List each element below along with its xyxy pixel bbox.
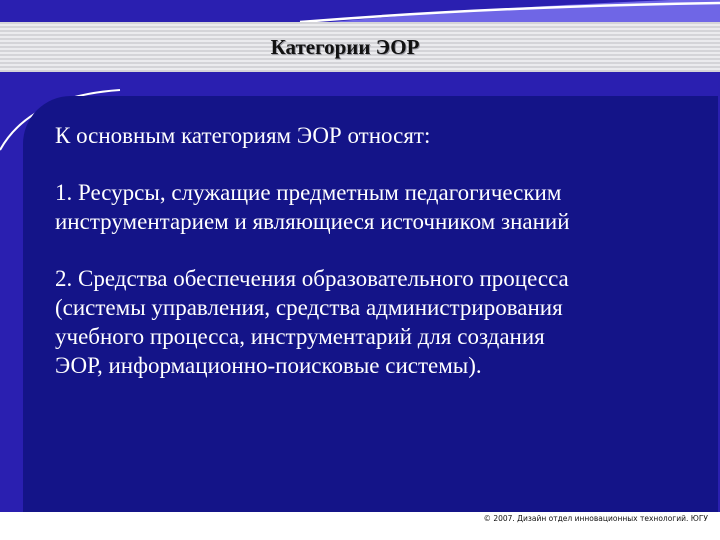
list-item-2 [55,264,705,380]
title-bar [0,22,720,72]
list-item-1 [55,178,705,236]
list-item-2-line: 2. Средства обеспечения образовательного процесса [55,266,569,291]
slide-body [55,121,705,380]
footer-copyright: © 2007. Дизайн отдел инновационных технологий. ЮГУ [483,514,708,523]
intro-text [55,121,705,150]
intro-line: К основным категориям ЭОР относят: [55,123,431,148]
slide-title: Категории ЭОР [270,35,420,59]
list-item-2-line: учебного процесса, инструментарий для создания [55,324,545,349]
list-item-2-line: ЭОР, информационно-поисковые системы). [55,353,482,378]
list-item-1-line: 1. Ресурсы, служащие предметным педагогическим [55,180,562,205]
list-item-1-line: инструментарием и являющиеся источником знаний [55,209,570,234]
list-item-2-line: (системы управления, средства администрирования [55,295,563,320]
